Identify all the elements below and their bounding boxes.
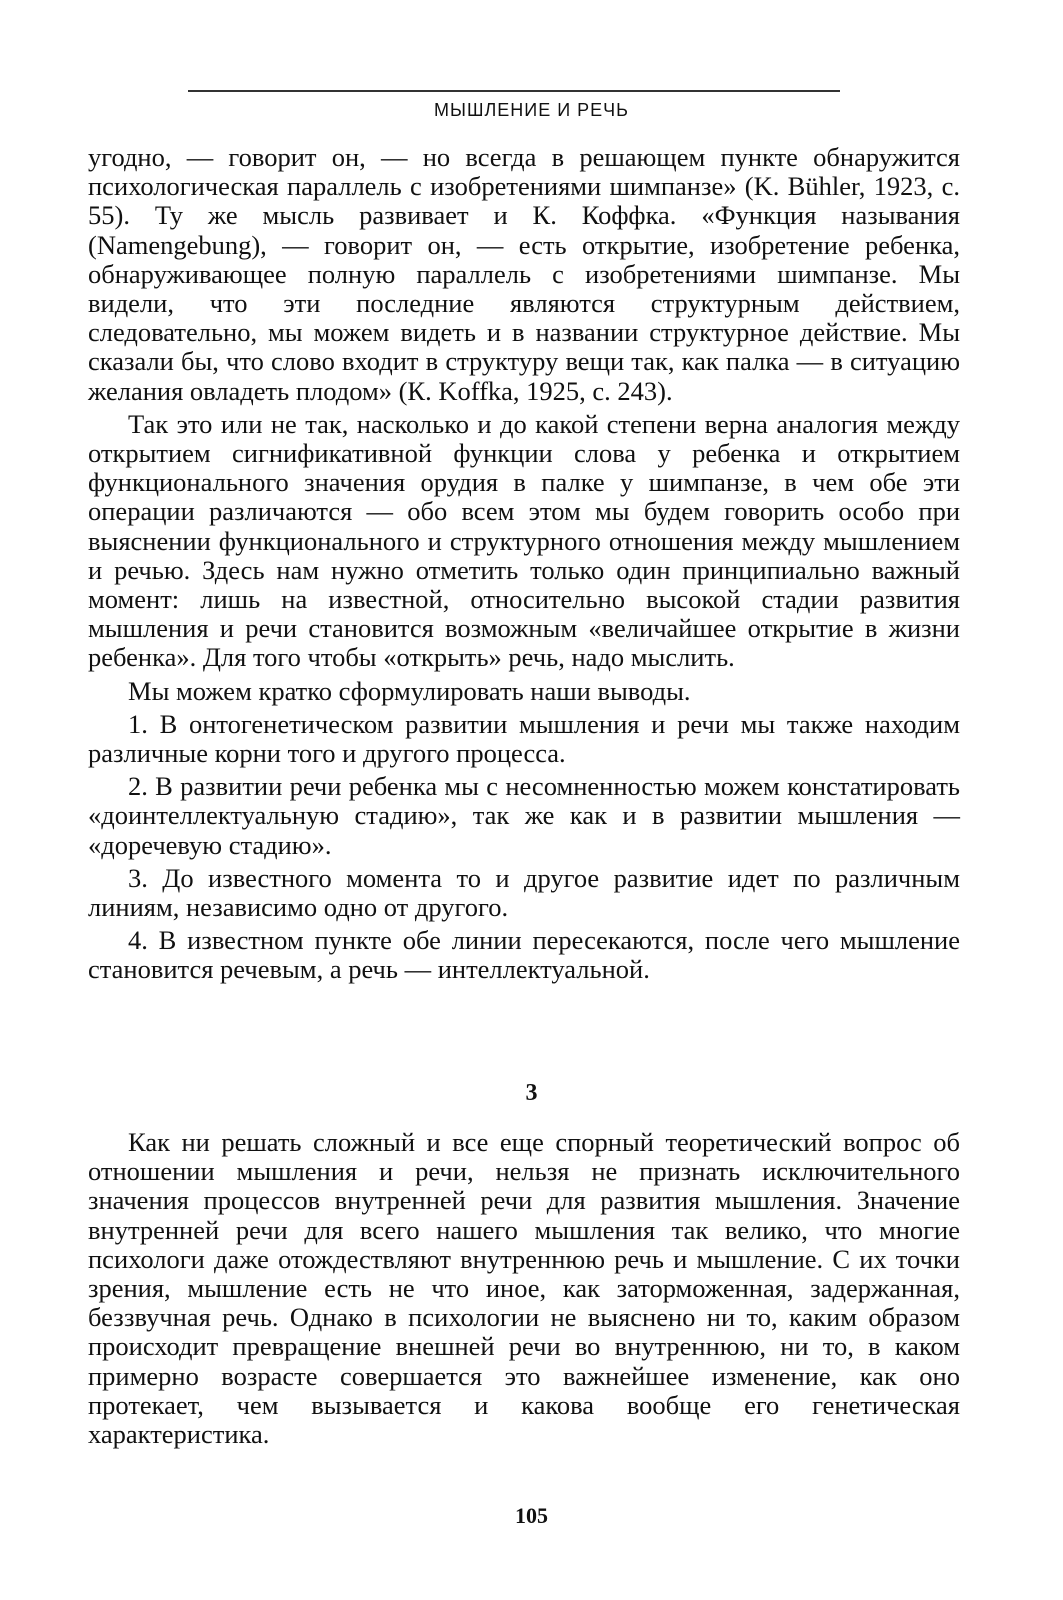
section-body <box>88 1128 960 1449</box>
paragraph-continued: угодно, — говорит он, — но всегда в решающем пункте обнаружится психологическая параллель с изобретениями шимпанзе» (K. Bühler, 1923, с. 55). Ту же мысль развивает и К. Коффка. «Функция называния (Namengebung), — говорит он, — есть открытие, изобретение ребенка, обнаруживающее полную параллель с изобретениями шимпанзе. Мы видели, что эти последние являются структурным действием, следовательно, мы можем видеть и в названии структурное действие. Мы сказали бы, что слово входит в структуру вещи так, как палка — в ситуацию желания овладеть плодом» (К. Koffka, 1925, с. 243). <box>88 142 960 406</box>
conclusion-2: 2. В развитии речи ребенка мы с несомненностью можем констатировать «доинтеллектуальную стадию», так же как и в развитии мышления — «доречевую стадию». <box>88 771 960 860</box>
running-head: МЫШЛЕНИЕ И РЕЧЬ <box>434 100 629 120</box>
conclusion-4: 4. В известном пункте обе линии пересекаются, после чего мышление становится речевым, а речь — интеллектуальной. <box>88 925 960 985</box>
paragraph-conclusions-intro: Мы можем кратко сформулировать наши выводы. <box>128 675 691 706</box>
section-paragraph: Как ни решать сложный и все еще спорный теоретический вопрос об отношении мышления и речи, нельзя не признать исключительного значения процессов внутренней речи для развития мышления. Значение внутренней речи для всего нашего мышления так велико, что многие психологи даже отождествляют внутреннюю речь и мышление. С их точки зрения, мышление есть не что иное, как заторможенная, задержанная, беззвучная речь. Однако в психологии не выяснено ни то, каким образом происходит превращение внешней речи во внутреннюю, ни то, в каком примерно возрасте совершается это важнейшее изменение, как оно протекает, чем вызывается и какова вообще его генетическая характеристика. <box>88 1127 960 1450</box>
page-body <box>88 143 960 985</box>
conclusion-1: 1. В онтогенетическом развитии мышления и речи мы также находим различные корни того и другого процесса. <box>88 708 960 769</box>
page-number: 105 <box>515 1503 548 1528</box>
conclusion-3: 3. До известного момента то и другое развитие идет по различным линиям, независимо одно от другого. <box>88 862 960 923</box>
header-rule <box>188 90 840 92</box>
section-number: 3 <box>525 1080 538 1106</box>
paragraph-analogy: Так это или не так, насколько и до какой степени верна аналогия между открытием сигнификативной функции слова у ребенка и открытием функционального значения орудия в палке у шимпанзе, в чем обе эти операции различаются — обо всем этом мы будем говорить особо при выяснении функционального и структурного отношения между мышлением и речью. Здесь нам нужно отметить только один принципиально важный момент: лишь на известной, относительно высокой стадии развития мышления и речи становится возможным «величайшее открытие в жизни ребенка». Для того чтобы «открыть» речь, надо мыслить. <box>88 408 960 673</box>
